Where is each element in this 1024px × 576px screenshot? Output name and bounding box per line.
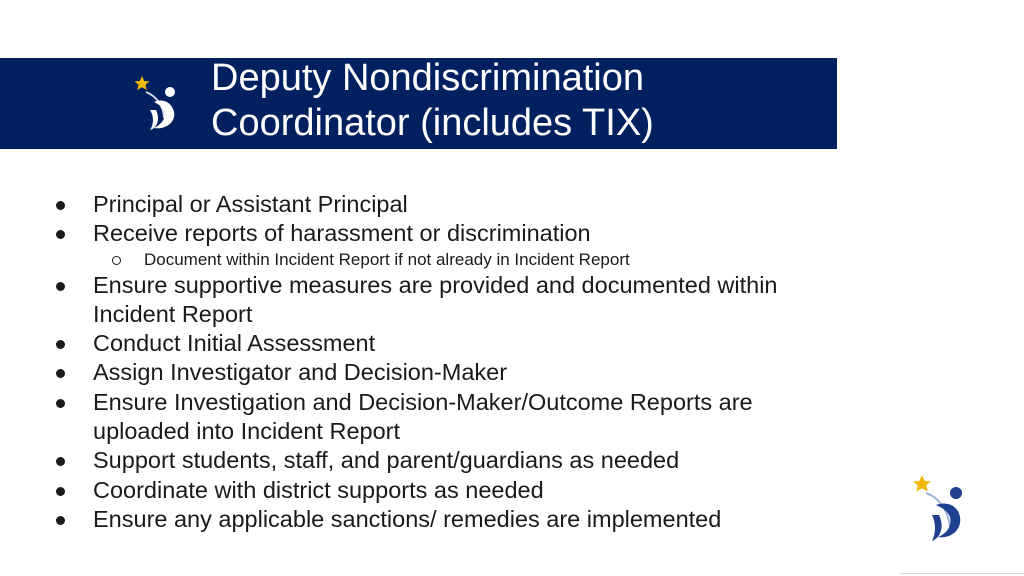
bullet-item <box>52 329 852 358</box>
bullet-item <box>52 388 852 447</box>
footer-divider <box>900 573 1024 574</box>
star-icon <box>135 76 150 90</box>
bullet-dot-icon <box>56 201 65 210</box>
bullet-text: Assign Investigator and Decision-Maker <box>93 359 508 386</box>
bullet-dot-icon <box>56 399 65 408</box>
bullet-dot-icon <box>56 230 65 239</box>
bullet-item <box>52 505 852 534</box>
bullet-item <box>52 271 852 330</box>
bullet-list <box>52 190 852 534</box>
slide-title <box>211 56 821 146</box>
bullet-text: Ensure supportive measures are provided and documented within Incident Report <box>93 271 778 327</box>
bullet-item <box>52 219 852 248</box>
bullet-text: Ensure any applicable sanctions/ remedies are implemented <box>93 505 722 532</box>
bullet-dot-icon <box>56 487 65 496</box>
bullet-item <box>52 358 852 387</box>
bullet-dot-icon <box>56 457 65 466</box>
bullet-text: Principal or Assistant Principal <box>93 191 408 217</box>
bullet-item <box>52 446 852 475</box>
bullet-text: Receive reports of harassment or discrimination <box>93 220 591 247</box>
bullet-text: Support students, staff, and parent/guardians as needed <box>93 447 680 474</box>
slide-title-line-2: Coordinator (includes TIX) <box>211 102 654 144</box>
star-icon <box>913 475 931 492</box>
bullet-dot-icon <box>56 369 65 378</box>
bullet-dot-icon <box>56 282 65 291</box>
corner-district-logo-icon <box>912 471 984 545</box>
header-district-logo-icon <box>132 70 192 134</box>
bullet-text: Coordinate with district supports as needed <box>93 476 544 503</box>
sub-bullet-item <box>52 249 852 271</box>
bullet-item <box>52 476 852 505</box>
sub-bullet-circle-icon <box>112 256 121 265</box>
slide-title-line-1: Deputy Nondiscrimination <box>211 57 644 99</box>
bullet-dot-icon <box>56 516 65 525</box>
bullet-item <box>52 190 852 219</box>
sub-bullet-text: Document within Incident Report if not already in Incident Report <box>144 249 630 269</box>
bullet-text: Conduct Initial Assessment <box>93 330 376 357</box>
bullet-dot-icon <box>56 340 65 349</box>
bullet-text: Ensure Investigation and Decision-Maker/Outcome Reports are uploaded into Incident Report <box>93 388 753 445</box>
